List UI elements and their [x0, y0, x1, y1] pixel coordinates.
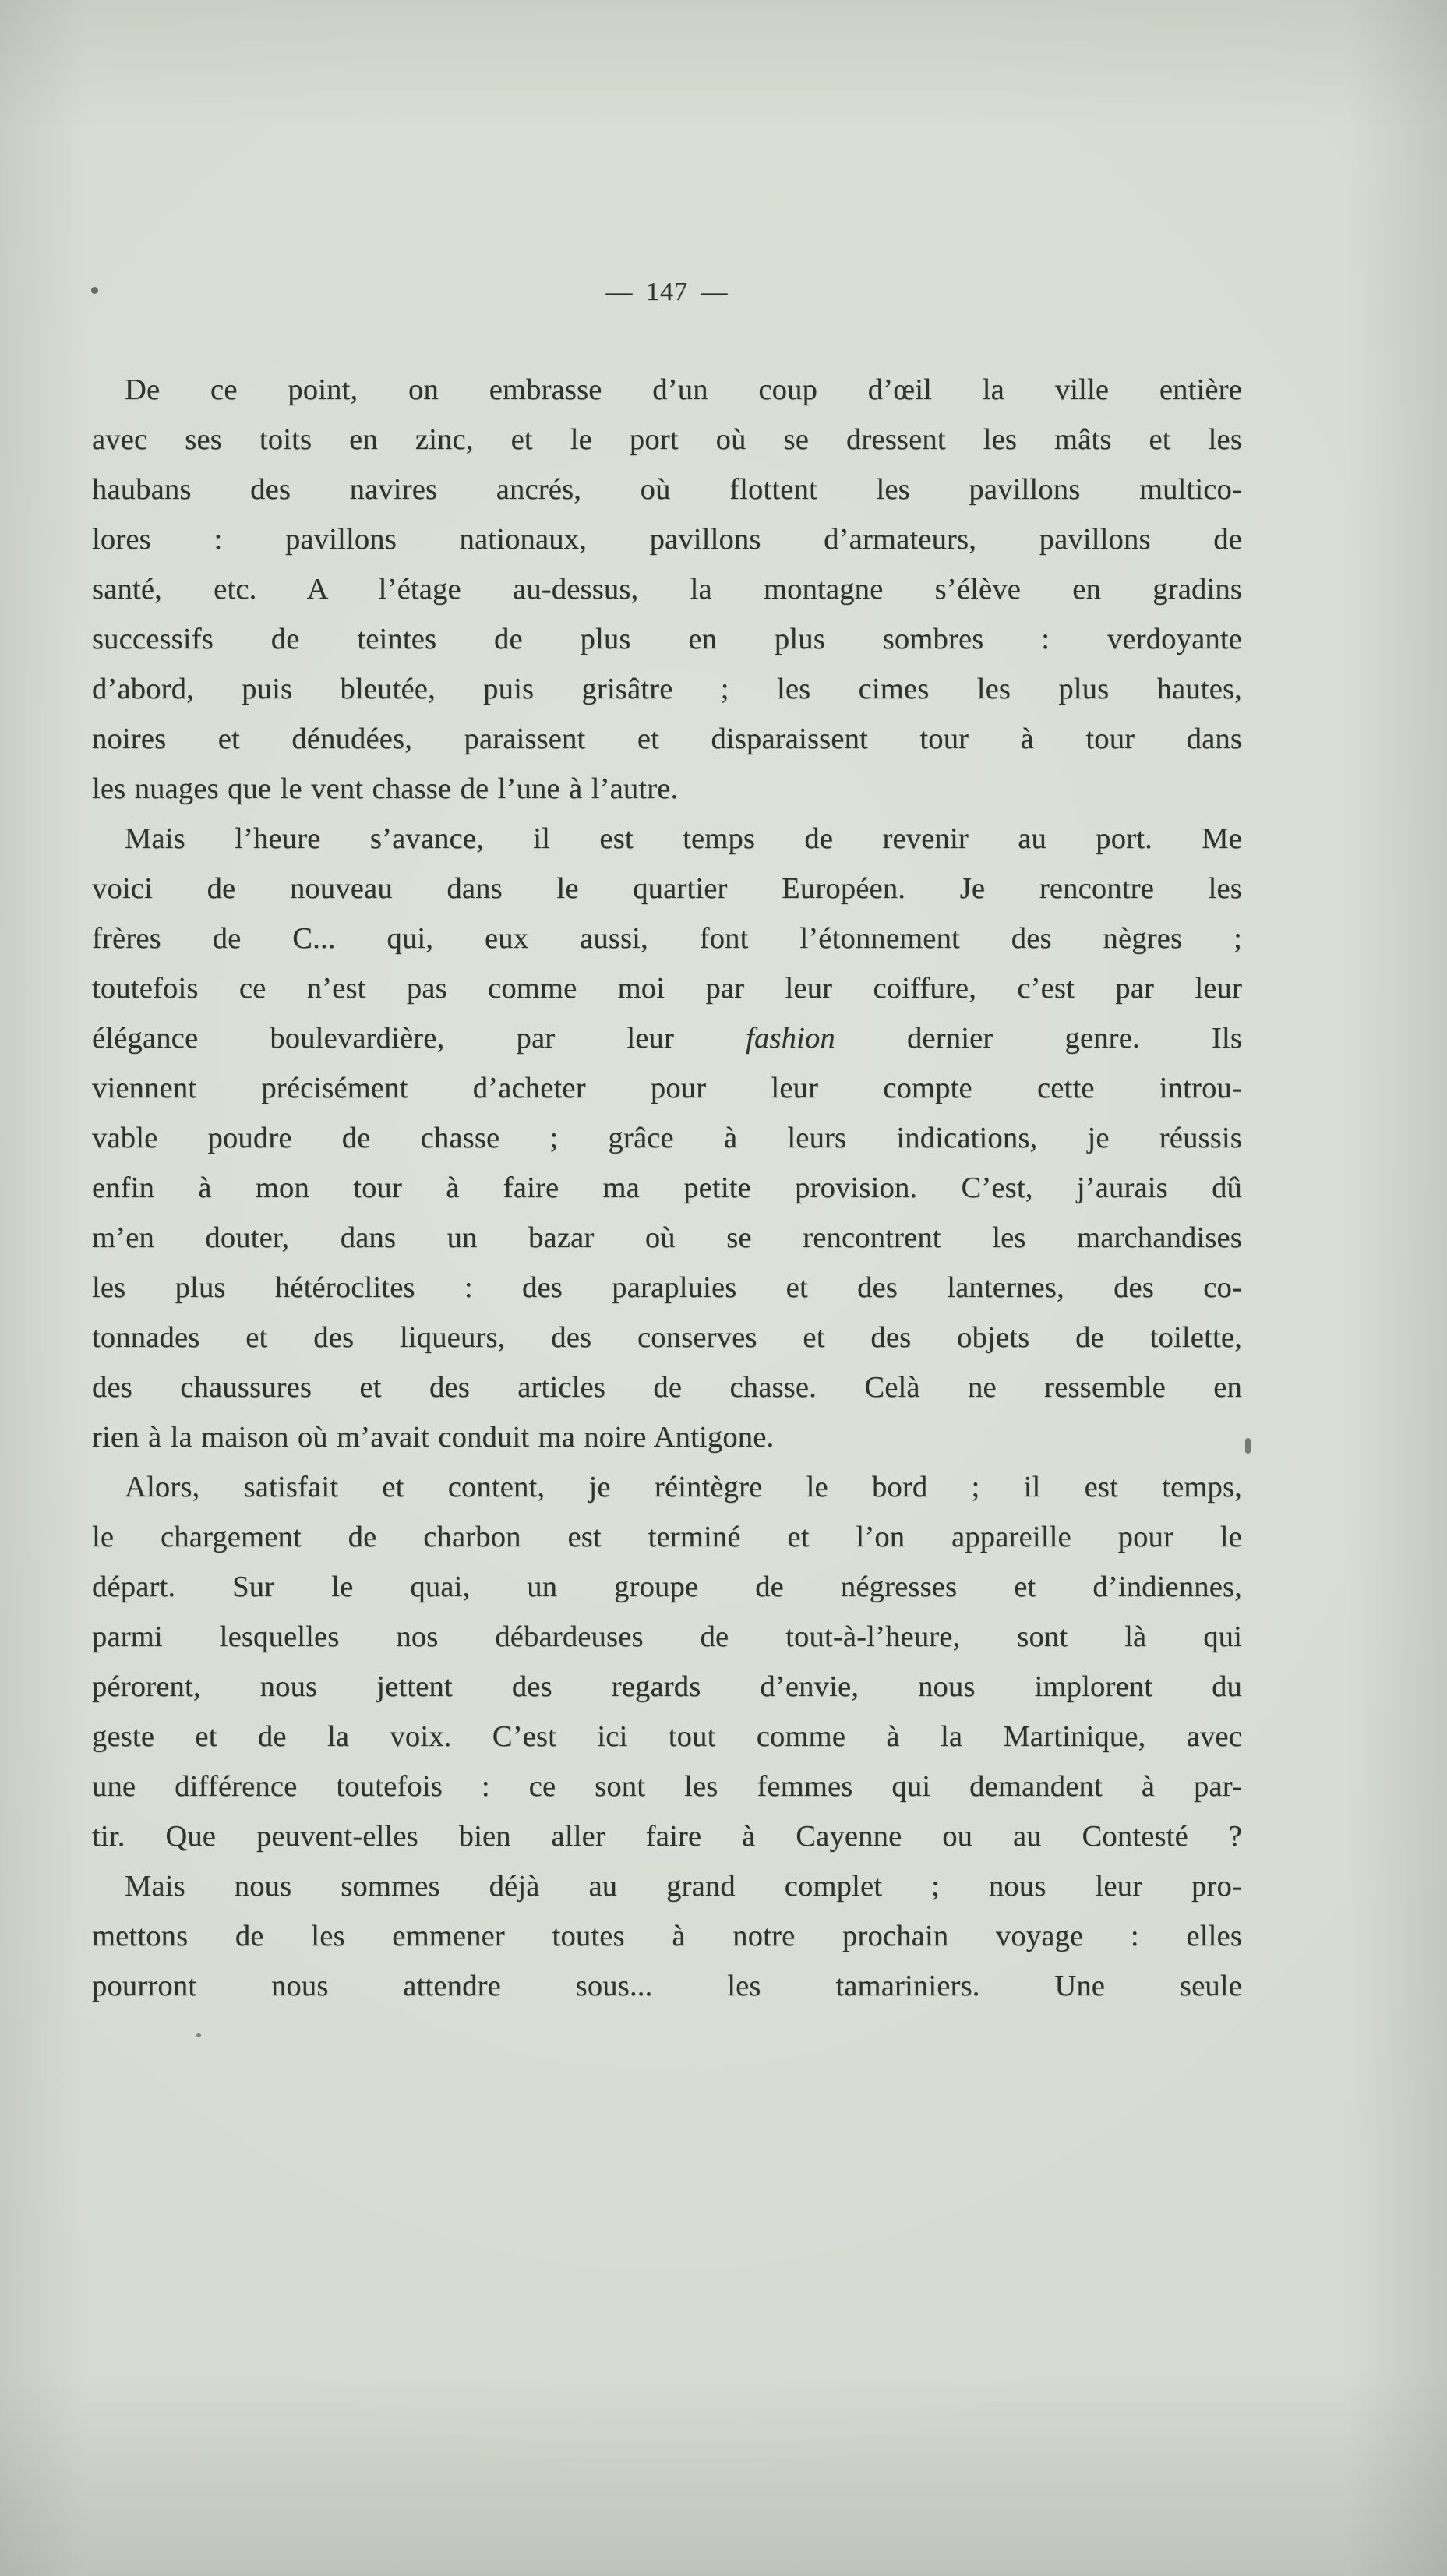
text-line	[92, 1811, 1242, 1861]
text-line	[92, 664, 1242, 714]
body-text	[92, 365, 1242, 2011]
text-line	[92, 1612, 1242, 1662]
text-line	[92, 1662, 1242, 1712]
text-line	[92, 514, 1242, 564]
text-segment: les plus hétéroclites : des parapluies et des lanternes, des co-	[92, 1271, 1242, 1304]
text-segment: Mais l’heure s’avance, il est temps de revenir au port. Me	[125, 822, 1242, 855]
text-line	[92, 1163, 1242, 1213]
text-segment: successifs de teintes de plus en plus sombres : verdoyante	[92, 623, 1242, 655]
text-segment: des chaussures et des articles de chasse. Celà ne ressemble en	[92, 1371, 1242, 1404]
text-line	[92, 614, 1242, 664]
text-segment: frères de C... qui, eux aussi, font l’étonnement des nègres ;	[92, 922, 1242, 955]
text-line	[92, 1113, 1242, 1163]
ink-speck	[91, 287, 98, 294]
text-segment: mettons de les emmener toutes à notre prochain voyage : elles	[92, 1920, 1242, 1952]
text-segment: haubans des navires ancrés, où flottent les pavillons multico-	[92, 473, 1242, 506]
paragraph	[92, 1462, 1242, 1861]
text-line	[92, 1412, 1242, 1462]
text-line	[92, 1313, 1242, 1362]
text-segment: d’abord, puis bleutée, puis grisâtre ; les cimes les plus hautes,	[92, 673, 1242, 705]
text-segment: noires et dénudées, paraissent et disparaissent tour à tour dans	[92, 723, 1242, 755]
text-line	[92, 1712, 1242, 1762]
text-segment: pourront nous attendre sous... les tamariniers. Une seule	[92, 1970, 1242, 2002]
text-segment: pérorent, nous jettent des regards d’envie, nous implorent du	[92, 1670, 1242, 1703]
text-segment: Alors, satisfait et content, je réintègre le bord ; il est temps,	[125, 1471, 1242, 1504]
text-line	[92, 1911, 1242, 1961]
text-line	[92, 1013, 1242, 1063]
text-line	[92, 1462, 1242, 1512]
text-line	[92, 764, 1242, 814]
text-segment: tonnades et des liqueurs, des conserves et des objets de toilette,	[92, 1321, 1242, 1354]
text-segment: tir. Que peuvent-elles bien aller faire à Cayenne ou au Contesté ?	[92, 1820, 1242, 1853]
text-segment: dernier genre. Ils	[835, 1022, 1243, 1055]
text-line	[92, 465, 1242, 514]
paragraph	[92, 814, 1242, 1462]
page-number: — 147 —	[605, 277, 729, 306]
text-segment: rien à la maison où m’avait conduit ma noire Antigone.	[92, 1421, 775, 1454]
text-segment: parmi lesquelles nos débardeuses de tout-à-l’heure, sont là qui	[92, 1620, 1242, 1653]
text-line	[92, 864, 1242, 913]
text-line	[92, 1961, 1242, 2011]
text-segment: vable poudre de chasse ; grâce à leurs indications, je réussis	[92, 1122, 1242, 1154]
text-segment: geste et de la voix. C’est ici tout comme à la Martinique, avec	[92, 1720, 1242, 1753]
text-segment: Mais nous sommes déjà au grand complet ; nous leur pro-	[125, 1870, 1242, 1903]
text-line	[92, 1512, 1242, 1562]
text-segment: une différence toutefois : ce sont les femmes qui demandent à par-	[92, 1770, 1242, 1803]
text-line	[92, 365, 1242, 415]
text-segment: De ce point, on embrasse d’un coup d’œil la ville entière	[125, 373, 1242, 406]
text-line	[92, 814, 1242, 864]
text-segment: le chargement de charbon est terminé et l’on appareille pour le	[92, 1521, 1242, 1553]
italic-text: fashion	[746, 1022, 835, 1055]
text-line	[92, 1063, 1242, 1113]
text-line	[92, 1562, 1242, 1612]
text-segment: santé, etc. A l’étage au-dessus, la montagne s’élève en gradins	[92, 573, 1242, 606]
text-segment: m’en douter, dans un bazar où se rencontrent les marchandises	[92, 1221, 1242, 1254]
text-segment: avec ses toits en zinc, et le port où se dressent les mâts et les	[92, 423, 1242, 456]
text-line	[92, 1213, 1242, 1263]
text-segment: toutefois ce n’est pas comme moi par leur coiffure, c’est par leur	[92, 972, 1242, 1005]
text-line	[92, 1362, 1242, 1412]
paragraph	[92, 1861, 1242, 2011]
text-segment: départ. Sur le quai, un groupe de négresses et d’indiennes,	[92, 1571, 1242, 1603]
text-line	[92, 1861, 1242, 1911]
text-segment: voici de nouveau dans le quartier Européen. Je rencontre les	[92, 872, 1242, 905]
text-line	[92, 1762, 1242, 1811]
text-segment: viennent précisément d’acheter pour leur compte cette introu-	[92, 1072, 1242, 1104]
text-line	[92, 714, 1242, 764]
paragraph	[92, 365, 1242, 814]
text-line	[92, 415, 1242, 465]
text-segment: les nuages que le vent chasse de l’une à l’autre.	[92, 772, 679, 805]
text-line	[92, 564, 1242, 614]
text-segment: élégance boulevardière, par leur	[92, 1022, 746, 1055]
text-segment: enfin à mon tour à faire ma petite provision. C’est, j’aurais dû	[92, 1171, 1242, 1204]
text-line	[92, 963, 1242, 1013]
text-line	[92, 913, 1242, 963]
ink-speck	[196, 2033, 201, 2037]
text-line	[92, 1263, 1242, 1313]
ink-speck	[1245, 1438, 1251, 1454]
text-segment: lores : pavillons nationaux, pavillons d’armateurs, pavillons de	[92, 523, 1242, 556]
